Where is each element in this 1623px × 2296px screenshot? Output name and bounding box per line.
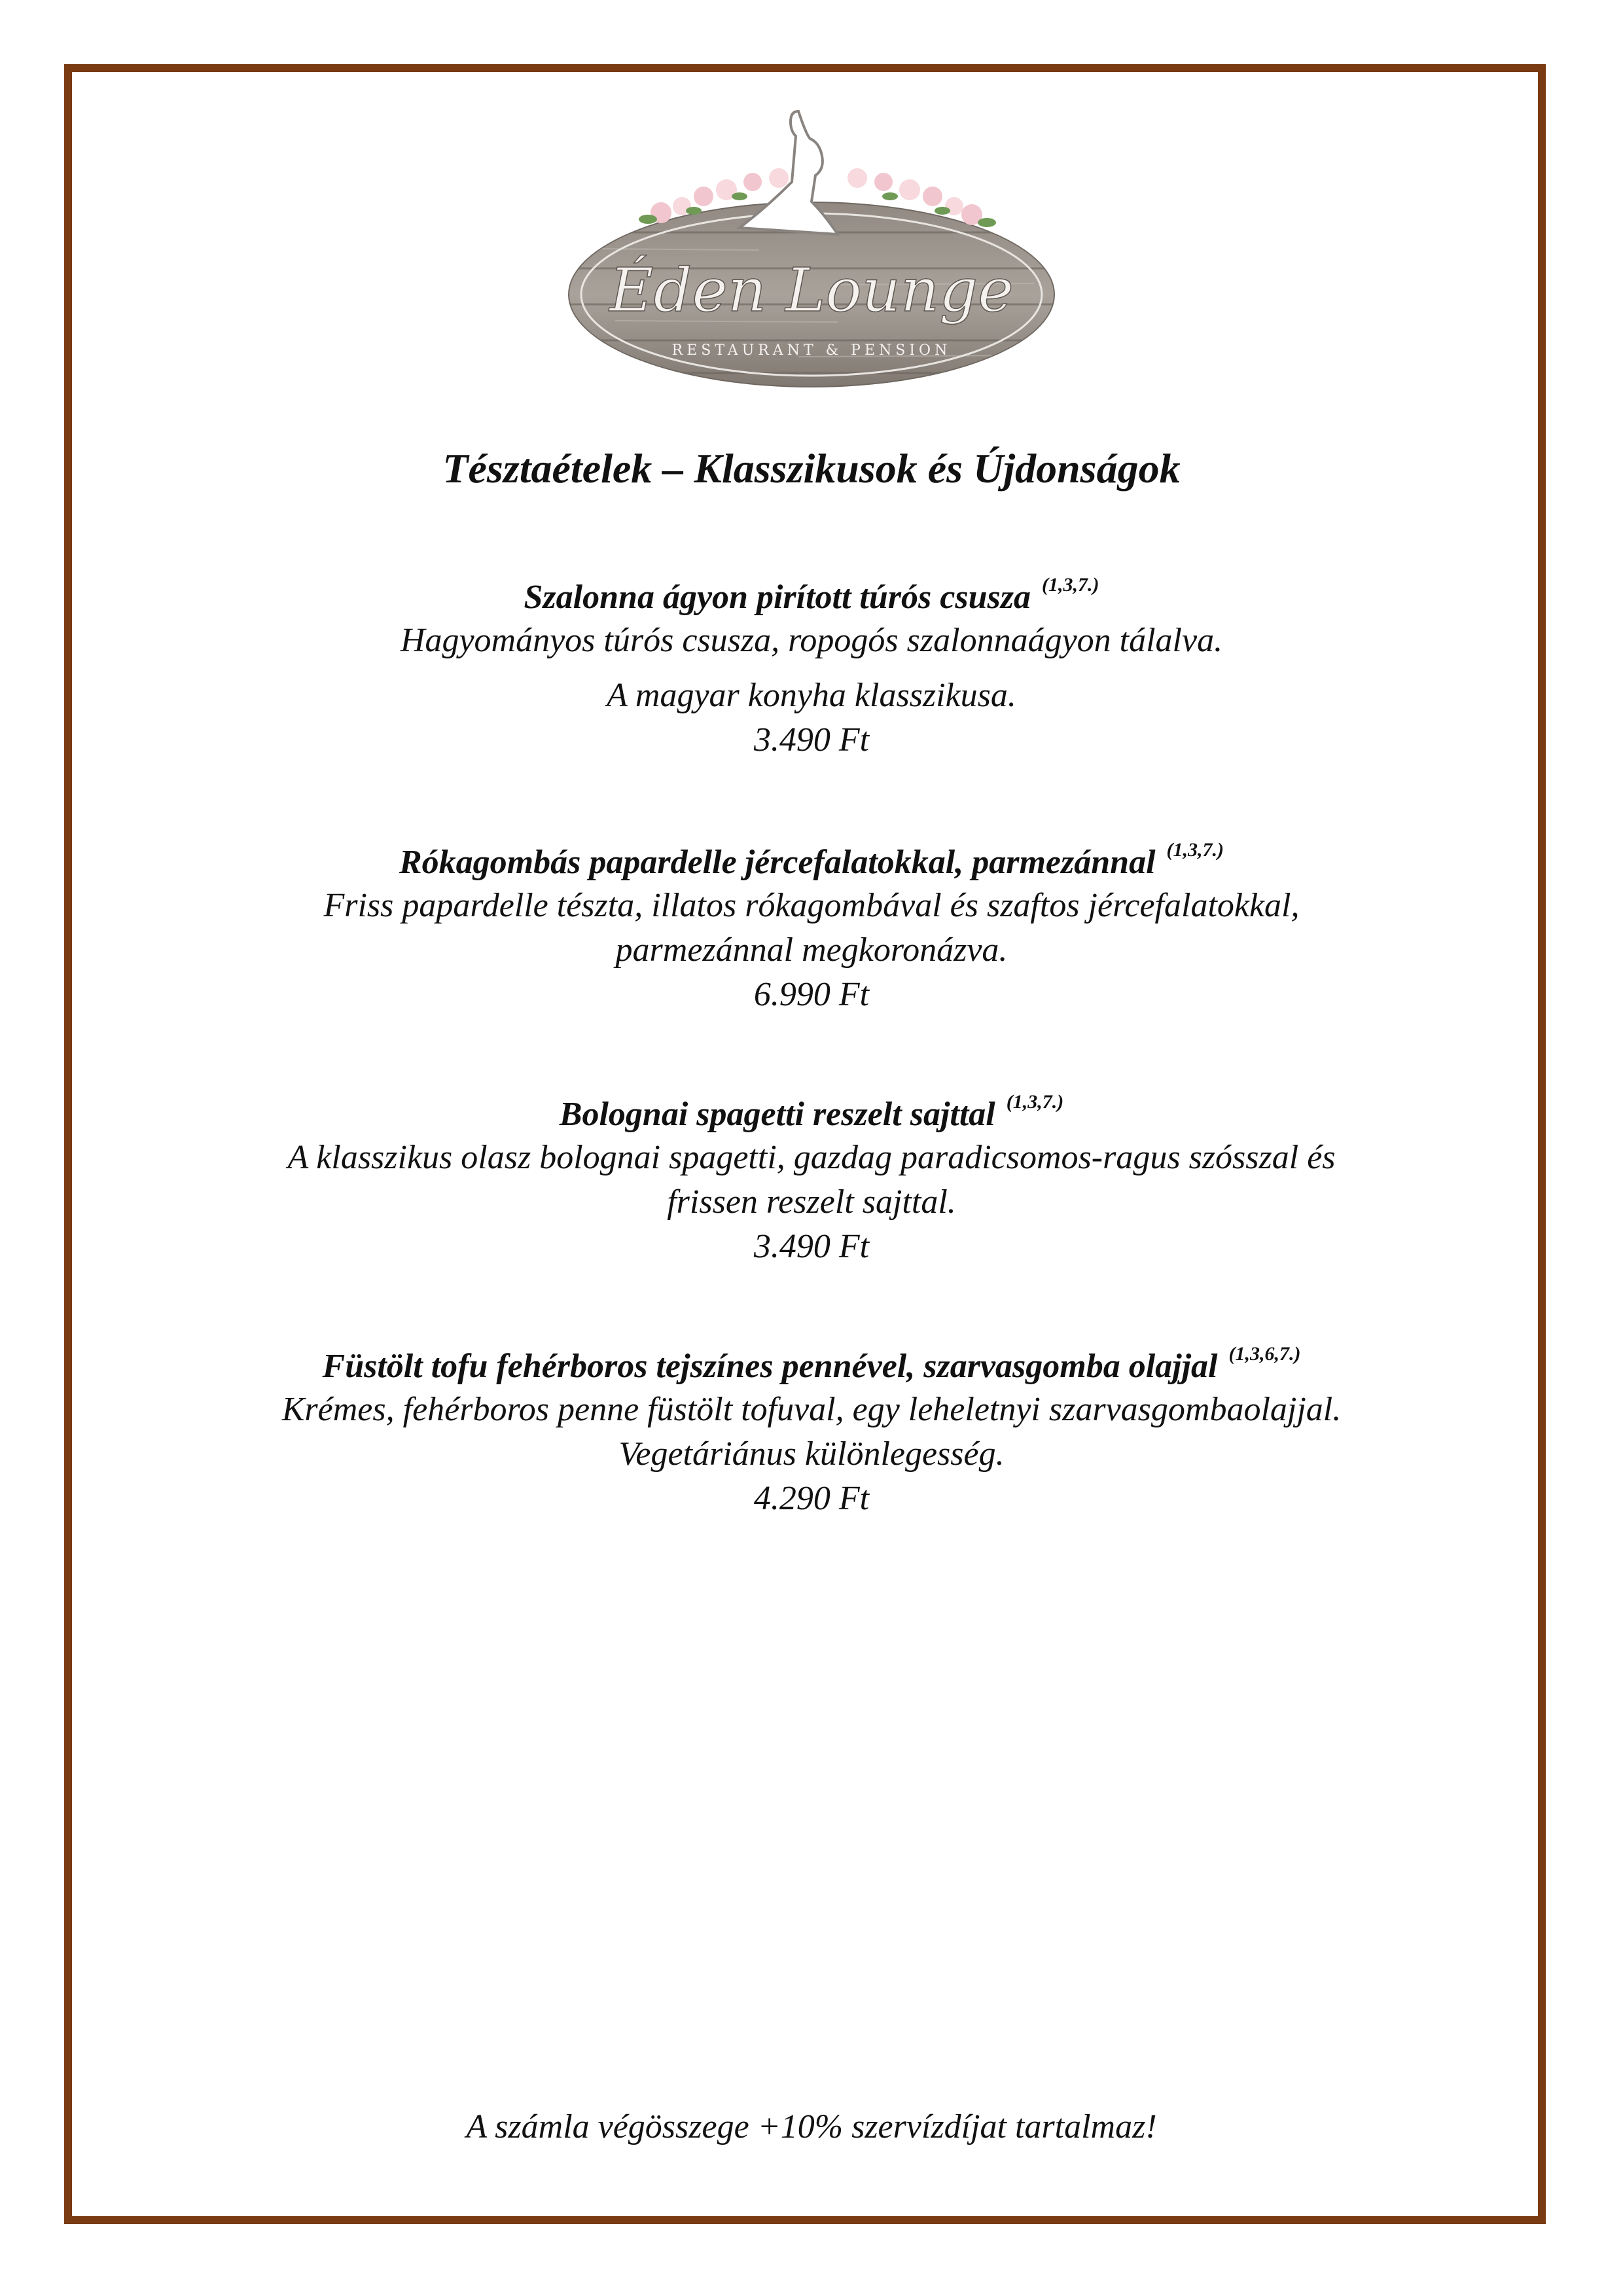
dish-item xyxy=(0,576,1623,762)
logo-subtitle: RESTAURANT & PENSION xyxy=(671,342,952,359)
dish-price: 3.490 Ft xyxy=(753,1228,870,1265)
dish-description: parmezánnal megkoronázva. xyxy=(615,931,1008,969)
dish-name: Füstölt tofu fehérboros tejszínes pennével, szarvasgomba olajjal xyxy=(322,1348,1218,1385)
dish-price: 4.290 Ft xyxy=(753,1480,870,1517)
dish-description: frissen reszelt sajttal. xyxy=(667,1183,956,1221)
page-title: Tésztaételek – Klasszikusok és Újdonságok xyxy=(442,445,1181,492)
dish-price: 3.490 Ft xyxy=(753,721,870,759)
restaurant-logo xyxy=(563,98,1060,399)
service-charge-note: A számla végösszege +10% szervízdíjat tartalmaz! xyxy=(466,2108,1157,2145)
dish-description-extra: A magyar konyha klasszikusa. xyxy=(607,677,1016,714)
dish-description: Vegetáriánus különlegesség. xyxy=(618,1435,1005,1473)
dish-description: Friss papardelle tészta, illatos rókagombával és szaftos jércefalatokkal, xyxy=(323,887,1300,924)
dish-name: Szalonna ágyon pirított túrós csusza xyxy=(524,579,1031,616)
dish-description: A klasszikus olasz bolognai spagetti, gazdag paradicsomos-ragus szósszal és xyxy=(287,1139,1336,1176)
allergen-codes: (1,3,7.) xyxy=(1006,1091,1064,1113)
dish-item xyxy=(0,1093,1623,1269)
dish-description: Krémes, fehérboros penne füstölt tofuval, egy leheletnyi szarvasgombaolajjal. xyxy=(281,1391,1342,1428)
allergen-codes: (1,3,7.) xyxy=(1041,574,1099,596)
dish-name-line xyxy=(0,576,1623,619)
allergen-codes: (1,3,6,7.) xyxy=(1228,1343,1301,1365)
dish-name: Bolognai spagetti reszelt sajttal xyxy=(559,1096,995,1133)
dish-price: 6.990 Ft xyxy=(753,976,870,1013)
dish-name: Rókagombás papardelle jércefalatokkal, parmezánnal xyxy=(399,844,1156,881)
logo-script-text: Éden Lounge xyxy=(609,255,1014,325)
dish-name-line xyxy=(0,1345,1623,1388)
dish-item xyxy=(0,1345,1623,1521)
dish-name-line xyxy=(0,1093,1623,1136)
dish-description: Hagyományos túrós csusza, ropogós szalonnaágyon tálalva. xyxy=(400,622,1223,659)
allergen-codes: (1,3,7.) xyxy=(1166,839,1224,861)
dish-item xyxy=(0,841,1623,1017)
dish-name-line xyxy=(0,841,1623,884)
